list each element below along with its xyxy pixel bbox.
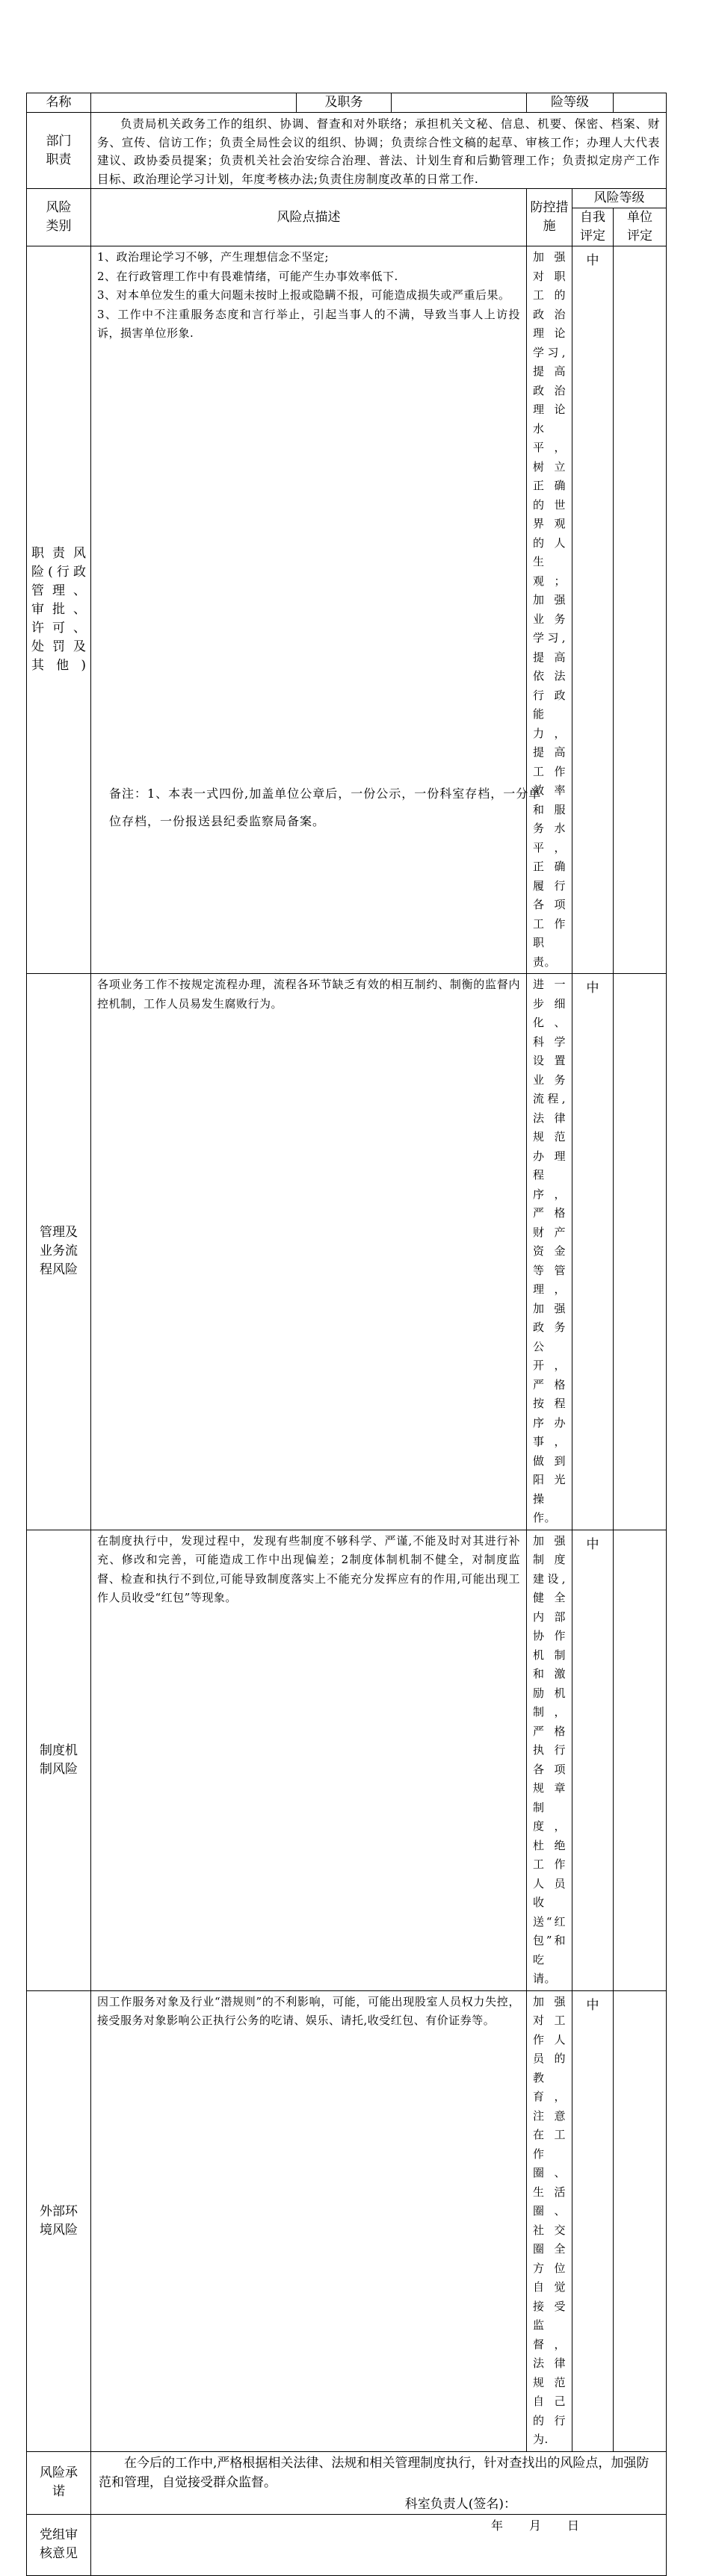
department-duty-label-line1: 部门 (46, 133, 72, 149)
commitment-label-line1: 风险承 (40, 2465, 78, 2480)
unit-eval-header-line2: 评定 (627, 229, 652, 243)
commitment-label-line2: 诺 (52, 2484, 65, 2499)
unit-eval-cell[interactable] (614, 1990, 667, 2451)
risk-category-header (27, 189, 91, 246)
risk-category-cell (27, 1530, 91, 1990)
department-duty-text: 负责局机关政务工作的组织、协调、督查和对外联络；承担机关文秘、信息、机要、保密、档案、财务、宣传、信访工作；负责全局性会议的组织、协调；负责综合性文稿的起草、审核工作；办理人大代表建议、政协委员提案；负责机关社会治安综合治理、普法、计划生育和后勤管理工作；负责拟定房产工作目标、政治理论学习计划，年度考核办法;负责住房制度改革的日常工作. (97, 117, 660, 186)
commitment-text-cell (91, 2451, 667, 2514)
risk-category-line: 境风险 (40, 2222, 78, 2238)
risk-category-line: 职责风 (31, 546, 86, 561)
party-review-row (27, 2514, 667, 2575)
self-eval-cell[interactable]: 中 (572, 1990, 614, 2451)
party-review-label-line1: 党组审 (40, 2527, 78, 2542)
risk-row (27, 246, 667, 974)
risk-description-cell: 因工作服务对象及行业“潜规则”的不利影响，可能，可能出现股室人员权力失控，接受服务对象影响公正执行公务的吃请、娱乐、请托,收受红包、有价证券等。 (91, 1990, 527, 2451)
risk-description-cell: 在制度执行中，发现过程中，发现有些制度不够科学、严谨,不能及时对其进行补充、修改和完善，可能造成工作中出现偏差；2制度体制机制不健全，对制度监督、检查和执行不到位,可能导致制度落实上不能充分发挥应有的作用,可能出现工作人员收受“红包”等现象。 (91, 1530, 527, 1990)
unit-eval-cell[interactable] (614, 1530, 667, 1990)
risk-category-line: 管理及 (40, 1225, 78, 1241)
risk-row (27, 974, 667, 1530)
risk-description-header: 风险点描述 (91, 189, 527, 246)
control-measures-cell: 加强对职工的政治理论学习,提高政治理论水平，树立正确的世界观的人生观；加强业务学习,提高依法行政能力，提高工作效率和服务水平，正确履行各项工作职责。 (527, 246, 572, 974)
risk-category-line: 制风险 (40, 1761, 78, 1777)
control-measures-cell: 加强制度建设,健全内部协作机制和激励机制，严格执行各项规章制度，杜绝工作人员收送“红包”和吃请。 (527, 1530, 572, 1990)
risk-category-line: 处罚及 (31, 639, 86, 654)
position-label: 及职务 (297, 93, 392, 113)
note-line-2: 位存档，一份报送县纪委监察局备案。 (109, 814, 326, 828)
self-eval-header (572, 208, 614, 246)
risk-row (27, 1990, 667, 2451)
risk-category-cell (27, 974, 91, 1530)
risk-category-line: 审批、 (31, 602, 86, 617)
risk-category-line: 程风险 (40, 1262, 78, 1278)
control-measures-cell: 进一步细化、科学设置业务流程,法律规范办理程序，严格财产资金等管理，加强政务公开，严格按程序办事，做到阳光操作。 (527, 974, 572, 1530)
party-review-label-line2: 核意见 (40, 2546, 78, 2561)
risk-category-header-line1: 风险 (46, 200, 72, 215)
party-review-label (27, 2514, 91, 2575)
risk-description-cell: 1、政治理论学习不够，产生理想信念不坚定; 2、在行政管理工作中有畏难情绪，可能产生办事效率低下. 3、对本单位发生的重大问题未按时上报或隐瞒不报，可能造成损失或严重后果。 3、工作中不注重服务态度和言行举止，引起当事人的不满，导致当事人上访投诉，损害单位形象. (91, 246, 527, 974)
risk-category-line: 险(行政 (31, 565, 86, 580)
risk-category-line: 业务流 (40, 1244, 78, 1259)
column-header-row-1 (27, 189, 667, 208)
self-eval-cell[interactable]: 中 (572, 1530, 614, 1990)
self-eval-cell[interactable]: 中 (572, 974, 614, 1530)
risk-category-line: 管理、 (31, 583, 86, 598)
risk-category-header-line2: 类别 (46, 219, 72, 234)
risk-category-cell (27, 246, 91, 974)
risk-category-line: 外部环 (40, 2203, 78, 2219)
commitment-row (27, 2451, 667, 2514)
commitment-label (27, 2451, 91, 2514)
risk-category-line: 其他) (31, 658, 86, 673)
header-row (27, 93, 667, 113)
department-duty-row (27, 113, 667, 189)
risk-row (27, 1530, 667, 1990)
unit-eval-cell[interactable] (614, 974, 667, 1530)
commitment-signature: 科室负责人(签名)： (404, 2496, 516, 2512)
risk-level-header: 风险等级 (572, 189, 667, 208)
commitment-date: 年 月 日 (491, 2518, 581, 2533)
risk-category-cell (27, 1990, 91, 2451)
name-value-cell[interactable] (91, 93, 297, 113)
control-measures-header: 防控措施 (527, 189, 572, 246)
department-duty-label-line2: 职责 (46, 152, 72, 167)
risk-form-table (26, 93, 667, 2576)
self-eval-cell[interactable]: 中 (572, 246, 614, 974)
self-eval-header-line2: 评定 (580, 229, 605, 243)
unit-eval-header-line1: 单位 (627, 210, 652, 225)
party-review-cell[interactable] (91, 2514, 667, 2575)
risk-category-line: 许可、 (31, 621, 86, 636)
department-duty-label (27, 113, 91, 189)
department-duty-text-cell (91, 113, 667, 189)
unit-eval-cell[interactable] (614, 246, 667, 974)
name-label: 名称 (27, 93, 91, 113)
risk-grade-label: 险等级 (527, 93, 614, 113)
risk-category-line: 制度机 (40, 1742, 78, 1758)
commitment-text: 在今后的工作中,严格根据相关法律、法规和相关管理制度执行，针对查找出的风险点，加强防范和管理，自觉接受群众监督。 (99, 2455, 649, 2490)
risk-grade-value-cell[interactable] (614, 93, 667, 113)
self-eval-header-line1: 自我 (580, 210, 605, 225)
unit-eval-header (614, 208, 667, 246)
risk-description-cell: 各项业务工作不按规定流程办理，流程各环节缺乏有效的相互制约、制衡的监督内控机制，工作人员易发生腐败行为。 (91, 974, 527, 1530)
position-value-cell[interactable] (392, 93, 527, 113)
control-measures-cell: 加强对工作人员的教育，注意在工作圈、生活圈、社交圈全方位自觉接受监督，法律规范自己的行为. (527, 1990, 572, 2451)
note-line-1: 备注：1、本表一式四份,加盖单位公章后，一份公示，一份科室存档，一分单 (109, 786, 542, 801)
